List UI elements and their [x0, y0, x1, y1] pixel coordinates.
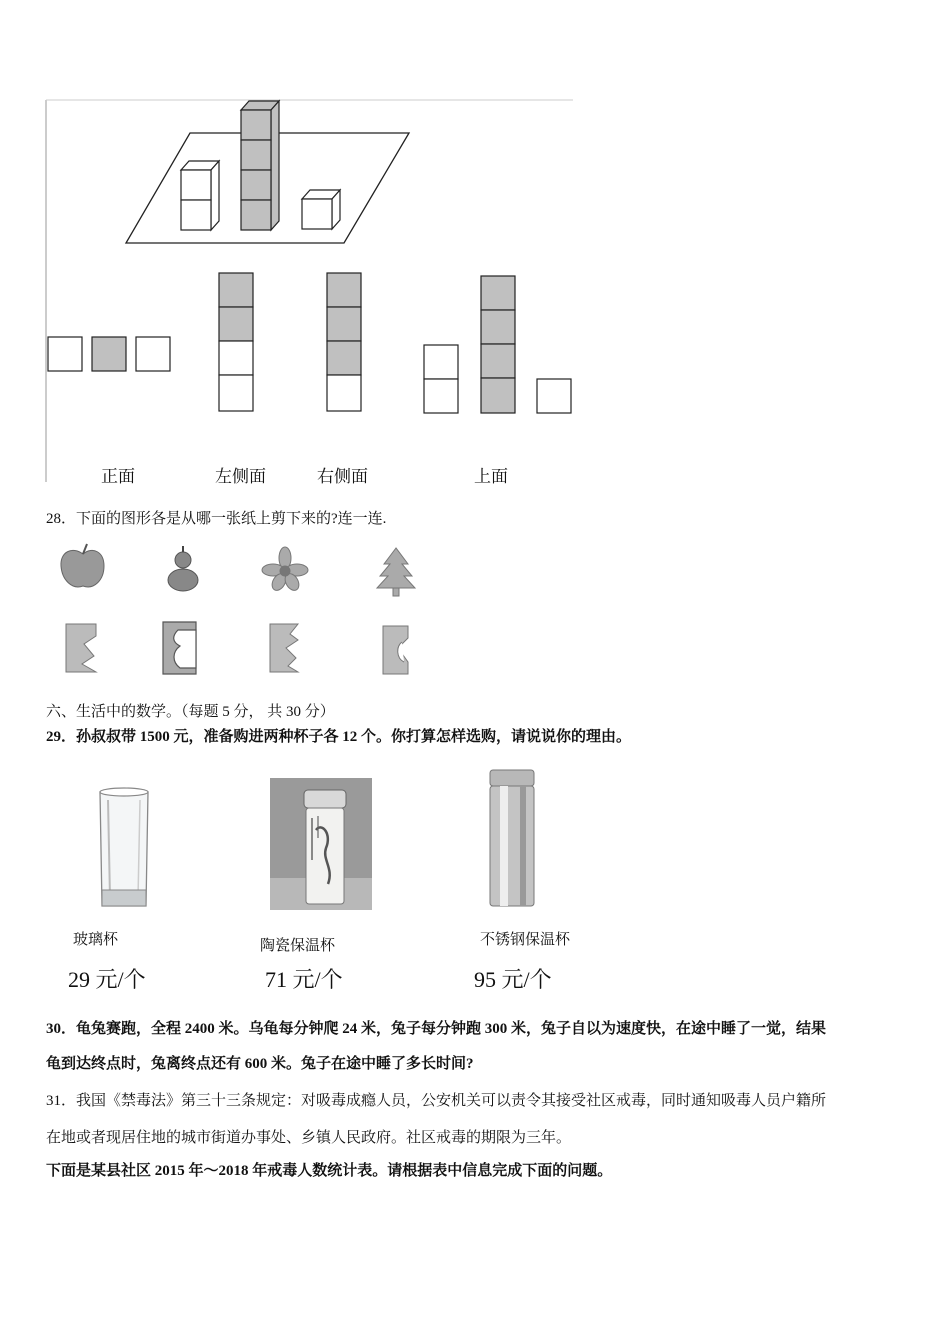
folded-paper-4-icon — [383, 626, 408, 674]
cube-stack-middle — [241, 101, 279, 230]
label-left-side: 左侧面 — [215, 467, 266, 486]
steel-cup-price: 95 元/个 — [474, 967, 552, 992]
folded-paper-1-icon — [66, 624, 96, 672]
q30-line1: 30．龟兔赛跑，全程 2400 米。乌龟每分钟爬 24 米，兔子每分钟跑 300 米，兔子自以为速度快，在途中睡了一觉，结果 — [46, 1021, 827, 1037]
ceramic-cup-price: 71 元/个 — [265, 967, 343, 992]
q28-shapes — [0, 540, 950, 700]
glass-cup-icon — [100, 788, 148, 906]
q30-line2: 龟到达终点时，兔离终点还有 600 米。兔子在途中睡了多长时间? — [46, 1056, 474, 1072]
cube-single-right — [302, 190, 340, 229]
view-front — [48, 337, 170, 371]
ceramic-cup-name: 陶瓷保温杯 — [260, 937, 336, 954]
cube-figure — [0, 0, 950, 500]
q28-text: 28．下面的图形各是从哪一张纸上剪下来的?连一连. — [46, 511, 387, 527]
tree-shape-icon — [377, 548, 415, 596]
q31-line3: 下面是某县社区 2015 年～2018 年戒毒人数统计表。请根据表中信息完成下面的问题。 — [46, 1163, 613, 1179]
view-right — [327, 273, 361, 411]
section6-heading: 六、生活中的数学。（每题 5 分， 共 30 分） — [46, 704, 335, 720]
view-top — [424, 276, 571, 413]
glass-cup-name: 玻璃杯 — [73, 931, 119, 948]
steel-thermos-icon — [490, 770, 534, 906]
q31-line2: 在地或者现居住地的城市街道办事处、乡镇人民政府。社区戒毒的期限为三年。 — [46, 1130, 572, 1146]
label-right-side: 右侧面 — [317, 467, 368, 486]
cup-images — [0, 760, 950, 920]
steel-cup-name: 不锈钢保温杯 — [480, 931, 571, 948]
label-front: 正面 — [101, 467, 135, 486]
view-left — [219, 273, 253, 411]
q31-line1: 31．我国《禁毒法》第三十三条规定：对吸毒成瘾人员，公安机关可以责令其接受社区戒毒，同时通知吸毒人员户籍所 — [46, 1093, 827, 1109]
cube-stack-left — [181, 161, 219, 230]
folded-paper-3-icon — [270, 624, 298, 672]
folded-paper-2-icon — [163, 622, 196, 674]
gourd-shape-icon — [168, 546, 198, 591]
q29-text: 29．孙叔叔带 1500 元，准备购进两种杯子各 12 个。你打算怎样选购，请说说你的理由。 — [46, 729, 632, 745]
label-top: 上面 — [474, 467, 508, 486]
ceramic-thermos-icon — [270, 778, 372, 910]
apple-shape-icon — [61, 544, 104, 587]
flower-shape-icon — [262, 547, 308, 593]
glass-cup-price: 29 元/个 — [68, 967, 146, 992]
